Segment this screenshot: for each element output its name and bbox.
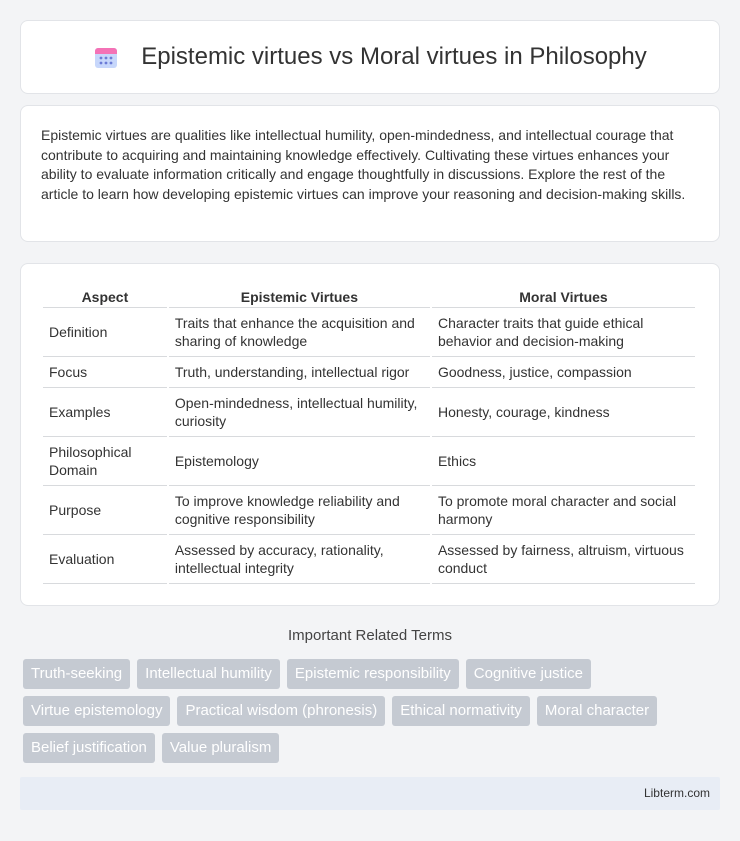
header-aspect: Aspect (43, 286, 167, 308)
table-row (43, 388, 695, 437)
table-cell: Traits that enhance the acquisition and sharing of knowledge (169, 308, 430, 357)
table-cell: Honesty, courage, kindness (432, 388, 695, 437)
page-title: Epistemic virtues vs Moral virtues in Philosophy (141, 43, 647, 70)
tag-row (23, 659, 723, 689)
table-cell: Character traits that guide ethical behavior and decision-making (432, 308, 695, 357)
table-cell: Philosophical Domain (43, 437, 167, 486)
comparison-card (20, 263, 720, 606)
header-moral: Moral Virtues (432, 286, 695, 308)
table-cell: Focus (43, 357, 167, 388)
table-row (43, 535, 695, 584)
related-terms-list (23, 659, 723, 770)
table-cell: Epistemology (169, 437, 430, 486)
intro-paragraph: Epistemic virtues are qualities like intellectual humility, open-mindedness, and intellectual courage that contribute to acquiring and maintaining knowledge effectively. Cultivating these virtues enhances your ability to evaluate information critically and engage thoughtfully in discussions. Explore the rest of the article to learn how developing epistemic virtues can improve your reasoning and decision-making skills. (41, 127, 686, 202)
intro-card (20, 105, 720, 242)
comparison-table (41, 286, 697, 584)
footer (20, 777, 720, 810)
tag-belief-justification[interactable]: Belief justification (23, 733, 155, 763)
tag-ethical-normativity[interactable]: Ethical normativity (392, 696, 530, 726)
table-cell: Ethics (432, 437, 695, 486)
table-cell: Examples (43, 388, 167, 437)
table-cell: Evaluation (43, 535, 167, 584)
table-cell: Definition (43, 308, 167, 357)
table-cell: Goodness, justice, compassion (432, 357, 695, 388)
table-row (43, 357, 695, 388)
tag-truth-seeking[interactable]: Truth-seeking (23, 659, 130, 689)
table-cell: Assessed by fairness, altruism, virtuous conduct (432, 535, 695, 584)
table-cell: Assessed by accuracy, rationality, intellectual integrity (169, 535, 430, 584)
tag-row (23, 733, 723, 763)
tag-practical-wisdom[interactable]: Practical wisdom (phronesis) (177, 696, 385, 726)
table-cell: To improve knowledge reliability and cognitive responsibility (169, 486, 430, 535)
tag-intellectual-humility[interactable]: Intellectual humility (137, 659, 280, 689)
footer-site-link[interactable]: Libterm.com (643, 786, 710, 800)
table-row (43, 308, 695, 357)
tag-row (23, 696, 723, 726)
tag-epistemic-responsibility[interactable]: Epistemic responsibility (287, 659, 459, 689)
header-card (20, 20, 720, 94)
calendar-grid-icon (93, 44, 119, 70)
table-cell: Truth, understanding, intellectual rigor (169, 357, 430, 388)
table-header-row (43, 286, 695, 308)
table-cell: Purpose (43, 486, 167, 535)
tag-virtue-epistemology[interactable]: Virtue epistemology (23, 696, 170, 726)
table-row (43, 486, 695, 535)
related-terms-title: Important Related Terms (288, 627, 452, 644)
tag-value-pluralism[interactable]: Value pluralism (162, 733, 279, 763)
tag-moral-character[interactable]: Moral character (537, 696, 657, 726)
table-cell: Open-mindedness, intellectual humility, curiosity (169, 388, 430, 437)
tag-cognitive-justice[interactable]: Cognitive justice (466, 659, 591, 689)
table-cell: To promote moral character and social harmony (432, 486, 695, 535)
header-epistemic: Epistemic Virtues (169, 286, 430, 308)
table-row (43, 437, 695, 486)
